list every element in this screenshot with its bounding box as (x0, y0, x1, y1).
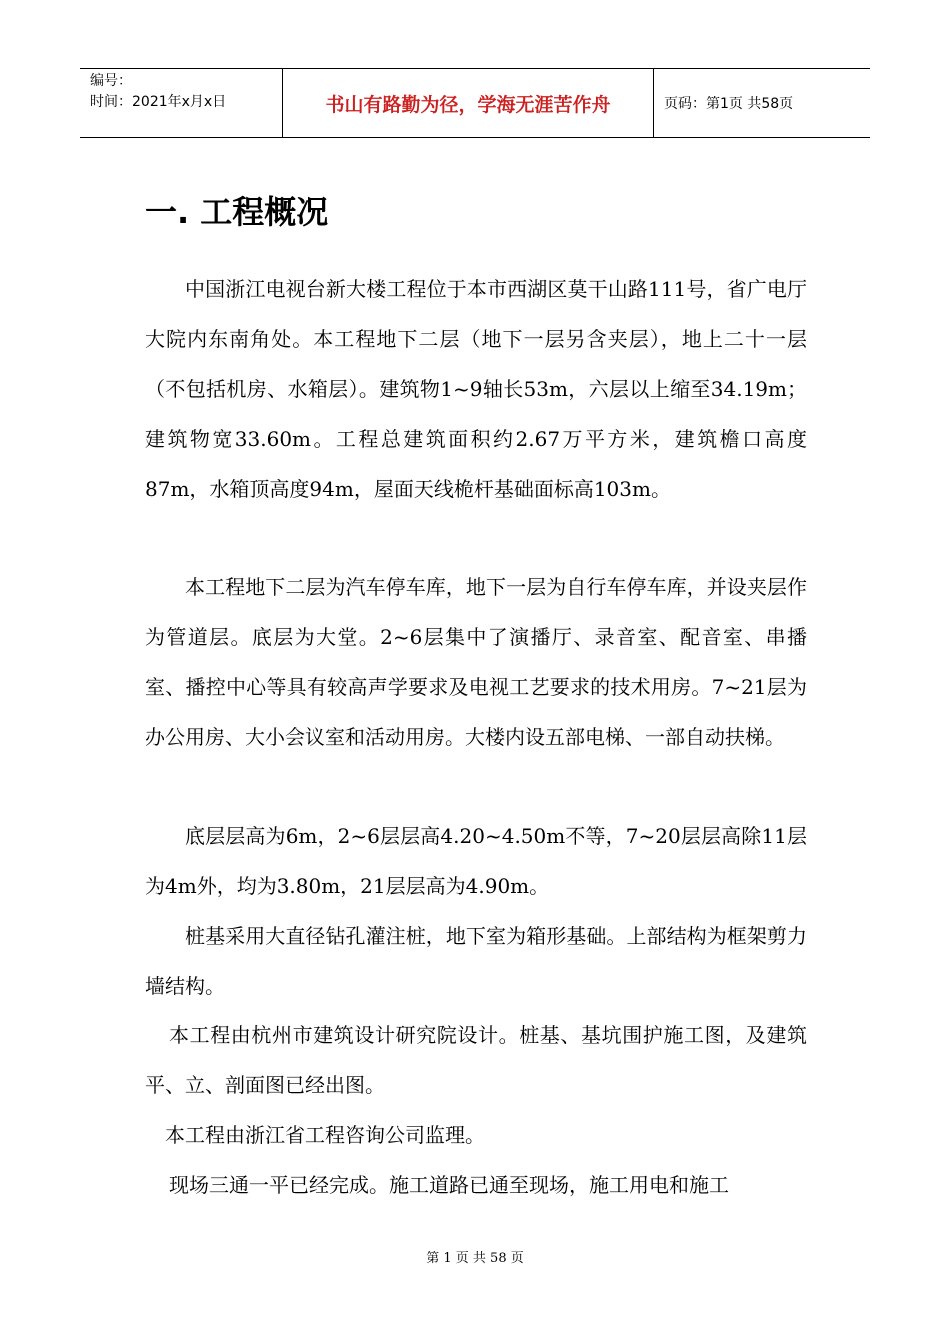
paragraph-floor-usage: 本工程地下二层为汽车停车库，地下一层为自行车停车库，并设夹层作为管道层。底层为大堂。2~6层集中了演播厅、录音室、配音室、串播室、播控中心等具有较高声学要求及电视工艺要求的技术用房。7~21层为办公用房、大小会议室和活动用房。大楼内设五部电梯、一部自动扶梯。 (145, 575, 807, 749)
document-number-label: 编号： (90, 73, 132, 89)
header-page-info: 页码：第1页 共58页 (664, 96, 794, 112)
paragraph-supervision: 本工程由浙江省工程咨询公司监理。 (165, 1123, 485, 1147)
paragraph-site-preparation: 现场三通一平已经完成。施工道路已通至现场，施工用电和施工 (169, 1173, 729, 1197)
header-meta (80, 69, 282, 137)
paragraph-floor-heights: 底层层高为6m，2~6层层高4.20~4.50m不等，7~20层层高除11层为4m外，均为3.80m，21层层高为4.90m。 (145, 824, 807, 898)
section-title: 一. 工程概况 (145, 193, 329, 231)
document-date-label: 时间：2021年x月x日 (90, 94, 227, 110)
page-header (80, 68, 870, 138)
paragraph-design: 本工程由杭州市建筑设计研究院设计。桩基、基坑围护施工图，及建筑平、立、剖面图已经出图。 (145, 1023, 807, 1097)
header-motto: 书山有路勤为径，学海无涯苦作舟 (282, 69, 654, 137)
page-footer: 第 1 页 共 58 页 (426, 1251, 524, 1266)
paragraph-structure: 桩基采用大直径钻孔灌注桩，地下室为箱形基础。上部结构为框架剪力墙结构。 (145, 924, 807, 998)
paragraph-overview: 中国浙江电视台新大楼工程位于本市西湖区莫干山路111号，省广电厅大院内东南角处。本工程地下二层（地下一层另含夹层），地上二十一层（不包括机房、水箱层）。建筑物1~9轴长53m，六层以上缩至34.19m；建筑物宽33.60m。工程总建筑面积约2.67万平方米，建筑檐口高度87m，水箱顶高度94m，屋面天线桅杆基础面标高103m。 (145, 277, 807, 501)
